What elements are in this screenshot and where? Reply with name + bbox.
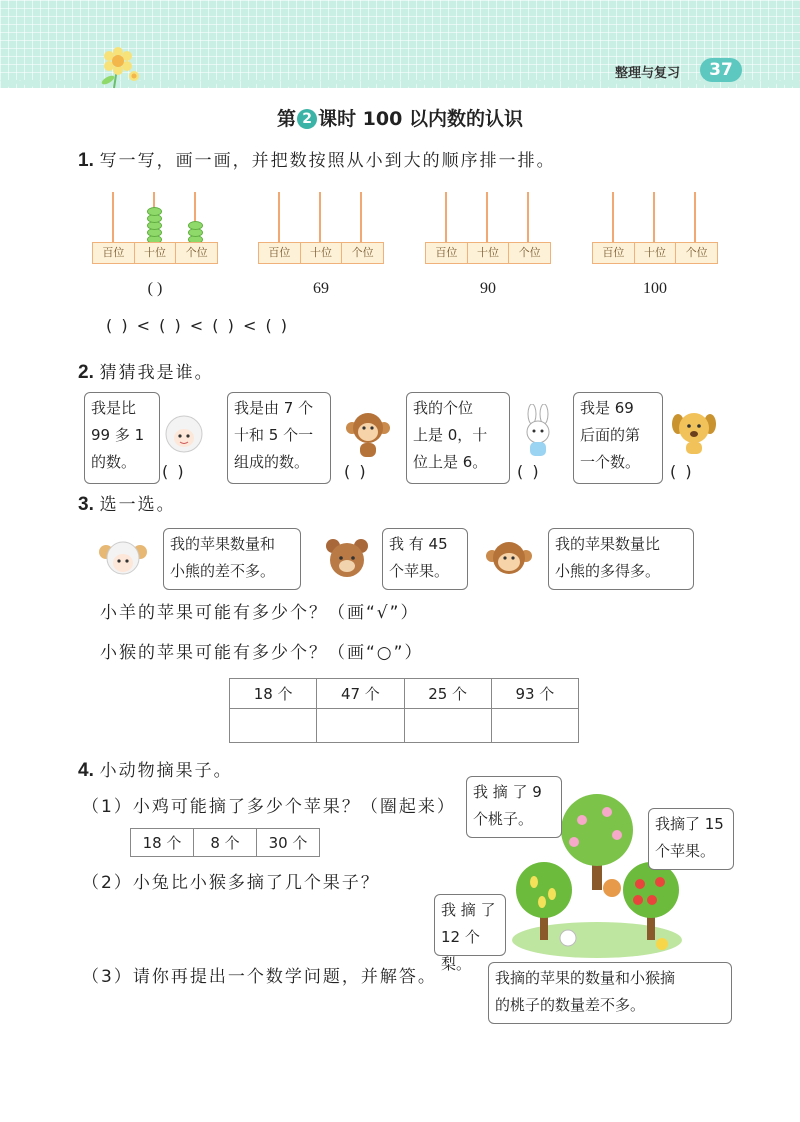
abacus-3-value: 90 xyxy=(480,280,496,297)
q3-mark-3[interactable] xyxy=(404,709,491,743)
dog-icon xyxy=(668,406,720,458)
q3-bubble-sheep: 我的苹果数量和 小熊的差不多。 xyxy=(163,528,301,590)
q4-sub2: （2）小兔比小猴多摘了几个果子？ xyxy=(82,873,380,893)
bear-icon xyxy=(322,536,372,582)
q3-bubble-monkey: 我的苹果数量比 小熊的多得多。 xyxy=(548,528,694,590)
q2-clue-2: 我是由 7 个 十和 5 个一 组成的数。 xyxy=(227,392,331,484)
abacus-2-value: 69 xyxy=(313,280,329,297)
q2-clue-1: 我是比 99 多 1 的数。 xyxy=(84,392,160,484)
q3-option-1: 18 个 xyxy=(230,679,317,709)
q4-heading xyxy=(78,756,233,782)
q2-answer-2[interactable]: ( ) xyxy=(344,462,368,481)
flower-icon xyxy=(96,40,144,90)
sheep-icon xyxy=(160,410,208,458)
q2-clue-3: 我的个位 上是 0，十 位上是 6。 xyxy=(406,392,510,484)
q1-heading xyxy=(78,146,556,172)
q4-option-1[interactable]: 18 个 xyxy=(131,829,194,857)
abacus-4: 百位 十位 个位 xyxy=(592,192,718,242)
abacus-2: 百位 十位 个位 xyxy=(258,192,384,242)
rabbit-icon xyxy=(516,404,560,460)
page-title xyxy=(0,104,800,131)
abacus-3: 百位 十位 个位 xyxy=(425,192,551,242)
abacus-1-answer[interactable]: ( ) xyxy=(147,280,163,297)
q2-prompt: 猜猜我是谁。 xyxy=(99,363,214,383)
q2-clue-4: 我是 69 后面的第 一个数。 xyxy=(573,392,663,484)
q3-option-3: 25 个 xyxy=(404,679,491,709)
monkey-icon xyxy=(344,408,392,460)
q4-option-2[interactable]: 8 个 xyxy=(194,829,257,857)
q2-number: 2. xyxy=(78,362,94,383)
q3-option-2: 47 个 xyxy=(317,679,404,709)
q1-prompt: 写一写，画一画，并把数按照从小到大的顺序排一排。 xyxy=(99,151,556,171)
q2-answer-4[interactable]: ( ) xyxy=(670,462,694,481)
q2-answer-3[interactable]: ( ) xyxy=(517,462,541,481)
q3-options-table xyxy=(229,678,579,743)
q1-order-line[interactable]: ( ) < ( ) < ( ) < ( ) xyxy=(106,316,290,335)
q4-sub1-options xyxy=(130,828,320,857)
q4-bubble-monkey: 我 摘 了 9 个桃子。 xyxy=(466,776,562,838)
q4-option-3[interactable]: 30 个 xyxy=(257,829,320,857)
q4-bubble-rabbit: 我 摘 了 12 个梨。 xyxy=(434,894,506,956)
q3-bubble-bear: 我 有 45 个苹果。 xyxy=(382,528,468,590)
q3-mark-4[interactable] xyxy=(491,709,578,743)
header-section-label: 整理与复习 xyxy=(614,66,680,81)
q4-bubble-chick: 我摘的苹果的数量和小猴摘 的桃子的数量差不多。 xyxy=(488,962,732,1024)
q4-sub1: （1）小鸡可能摘了多少个苹果？（圈起来） xyxy=(82,797,456,817)
q3-prompt: 选一选。 xyxy=(99,495,176,515)
title-prefix: 第 xyxy=(277,108,297,130)
q3-line2: 小猴的苹果可能有多少个？（画“○”） xyxy=(100,643,424,663)
abacus-1: 百位 十位 个位 xyxy=(92,192,218,242)
q3-mark-1[interactable] xyxy=(230,709,317,743)
q4-number: 4. xyxy=(78,760,94,781)
q4-prompt: 小动物摘果子。 xyxy=(99,761,233,781)
abacus-4-value: 100 xyxy=(643,280,667,297)
page-number: 37 xyxy=(700,58,742,82)
q4-bubble-cat: 我摘了 15 个苹果。 xyxy=(648,808,734,870)
q3-heading xyxy=(78,490,176,516)
q3-mark-2[interactable] xyxy=(317,709,404,743)
title-suffix: 课时 100 以内数的认识 xyxy=(318,108,523,130)
q1-number: 1. xyxy=(78,150,94,171)
q3-number: 3. xyxy=(78,494,94,515)
q4-sub3: （3）请你再提出一个数学问题，并解答。 xyxy=(82,967,437,987)
q3-line1: 小羊的苹果可能有多少个？（画“√”） xyxy=(100,603,420,623)
q3-option-4: 93 个 xyxy=(491,679,578,709)
monkey-icon-q3 xyxy=(484,536,534,582)
lesson-number: 2 xyxy=(297,109,317,129)
q2-heading xyxy=(78,358,214,384)
sheep-icon-q3 xyxy=(98,536,148,582)
q2-answer-1[interactable]: ( ) xyxy=(162,462,186,481)
